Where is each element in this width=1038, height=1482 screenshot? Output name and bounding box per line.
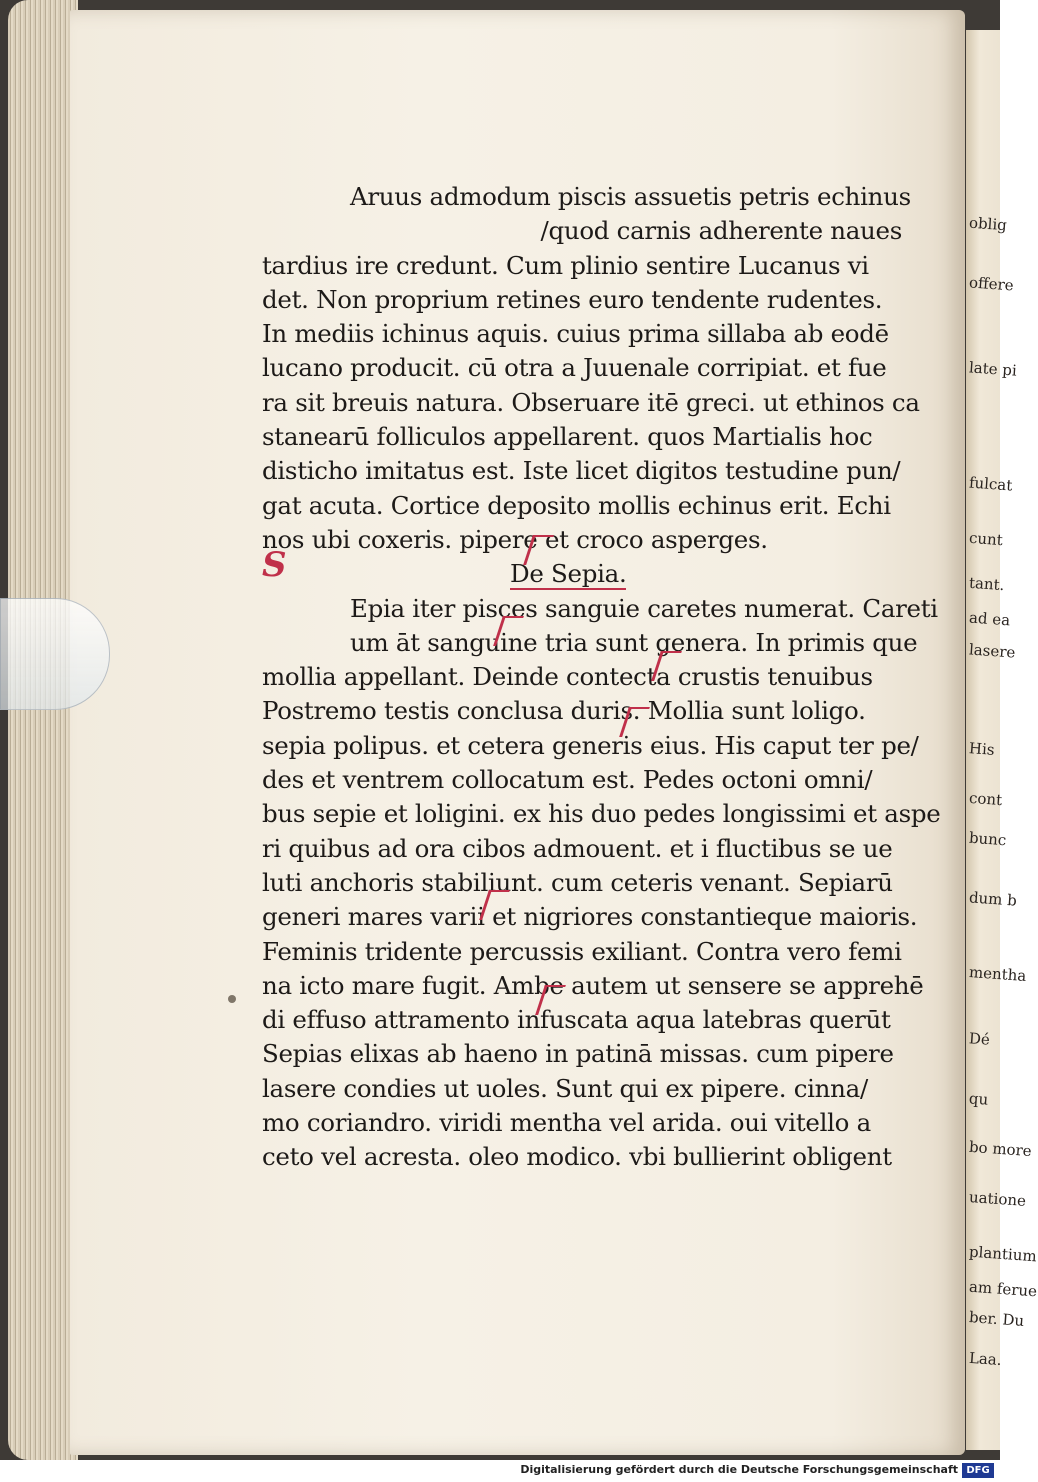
facing-page-fragment: bunc: [968, 828, 1007, 850]
footer-bar: [0, 1460, 1000, 1482]
facing-page-fragment: cunt: [968, 528, 1004, 550]
text-line: ra sit breuis natura. Obseruare itē greci. ut ethinos ca: [262, 387, 920, 417]
page-text: [262, 180, 941, 1175]
text-line: luti anchoris stabiliunt. cum ceteris venant. Sepiarū: [262, 867, 893, 897]
facing-page-fragment: ber. Du: [968, 1308, 1025, 1330]
facing-page-fragment: His: [968, 739, 996, 759]
text-line: um āt sanguine tria sunt genera. In primis que: [350, 627, 918, 657]
text-line: disticho imitatus est. Iste licet digitos testudine pun/: [262, 456, 901, 486]
text-line: Aruus admodum piscis assuetis petris echinus: [350, 182, 911, 211]
text-line: lucano producit. cū otra a Juuenale corripiat. et fue: [262, 353, 887, 383]
text-line: Feminis tridente percussis exiliant. Contra vero femi: [262, 936, 902, 966]
text-line: bus sepie et loligini. ex his duo pedes longissimi et aspe: [262, 799, 941, 829]
funding-notice: Digitalisierung gefördert durch die Deutsche Forschungsgemeinschaft: [520, 1463, 958, 1476]
heading-text: De Sepia.: [510, 559, 627, 589]
facing-page-fragment: am ferue: [968, 1277, 1038, 1301]
text-line: det. Non proprium retines euro tendente rudentes.: [262, 284, 883, 314]
book-page-edges: [8, 0, 78, 1460]
facing-page-edge: [966, 30, 1038, 1450]
dfg-logo: DFG: [962, 1463, 994, 1478]
facing-page-fragment: tant.: [968, 573, 1006, 595]
facing-page-fragment: fulcat: [968, 473, 1013, 495]
facing-page-fragment: cont: [968, 788, 1003, 810]
text-line: Postremo testis conclusa duris. Mollia sunt loligo.: [262, 696, 866, 726]
text-line: Sepias elixas ab haeno in patinā missas. cum pipere: [262, 1039, 894, 1069]
text-line: /quod carnis adherente naues: [540, 216, 902, 246]
text-line: ceto vel acresta. oleo modico. vbi bullierint obligent: [262, 1142, 892, 1172]
facing-page-fragment: oblig: [968, 213, 1008, 235]
text-line: mo coriandro. viridi mentha vel arida. oui vitello a: [262, 1108, 871, 1138]
text-line: stanearū folliculos appellarent. quos Martialis hoc: [262, 422, 873, 452]
facing-page-fragment: lasere: [968, 640, 1016, 662]
facing-page-fragment: ad ea: [968, 608, 1011, 630]
text-line: gat acuta. Cortice deposito mollis echinus erit. Echi: [262, 490, 891, 520]
text-line: di effuso attramento infuscata aqua latebras querūt: [262, 1005, 891, 1035]
facing-page-fragment: Laa.: [968, 1348, 1003, 1370]
red-initial-letter: S: [262, 545, 287, 585]
text-line: tardius ire credunt. Cum plinio sentire Lucanus vi: [262, 250, 869, 280]
facing-page-fragment: bo more: [968, 1137, 1033, 1161]
text-line: generi mares varii et nigriores constantieque maioris.: [262, 902, 918, 932]
text-line: nos ubi coxeris. pipere et croco asperges.: [262, 524, 768, 554]
text-line: Epia iter pisces sanguie caretes numerat. Careti: [350, 593, 938, 623]
facing-page-fragment: Dé: [968, 1029, 991, 1049]
facing-page-fragment: late pi: [968, 358, 1018, 380]
plastic-clip: [0, 598, 110, 710]
facing-page-fragment: dum b: [968, 888, 1018, 910]
text-line: ri quibus ad ora cibos admouent. et i fluctibus se ue: [262, 833, 893, 863]
paper-stain: [228, 995, 236, 1003]
paragraph-sepia: [262, 592, 941, 1175]
facing-page-fragment: uatione: [968, 1188, 1027, 1210]
text-line: mollia appellant. Deinde contecta crustis tenuibus: [262, 662, 873, 692]
text-line: In mediis ichinus aquis. cuius prima sillaba ab eodē: [262, 319, 889, 349]
facing-page-fragment: mentha: [968, 963, 1027, 985]
section-heading: [262, 557, 902, 591]
facing-page-fragment: plantium: [968, 1242, 1038, 1266]
paragraph-echinus: [262, 180, 920, 557]
facing-page-fragment: qu: [968, 1089, 989, 1109]
facing-page-fragment: offere: [968, 273, 1015, 295]
text-line: lasere condies ut uoles. Sunt qui ex pipere. cinna/: [262, 1073, 868, 1103]
text-line: na icto mare fugit. Ambe autem ut sensere se apprehē: [262, 970, 924, 1000]
text-line: sepia polipus. et cetera generis eius. His caput ter pe/: [262, 730, 919, 760]
text-line: des et ventrem collocatum est. Pedes octoni omni/: [262, 765, 873, 795]
